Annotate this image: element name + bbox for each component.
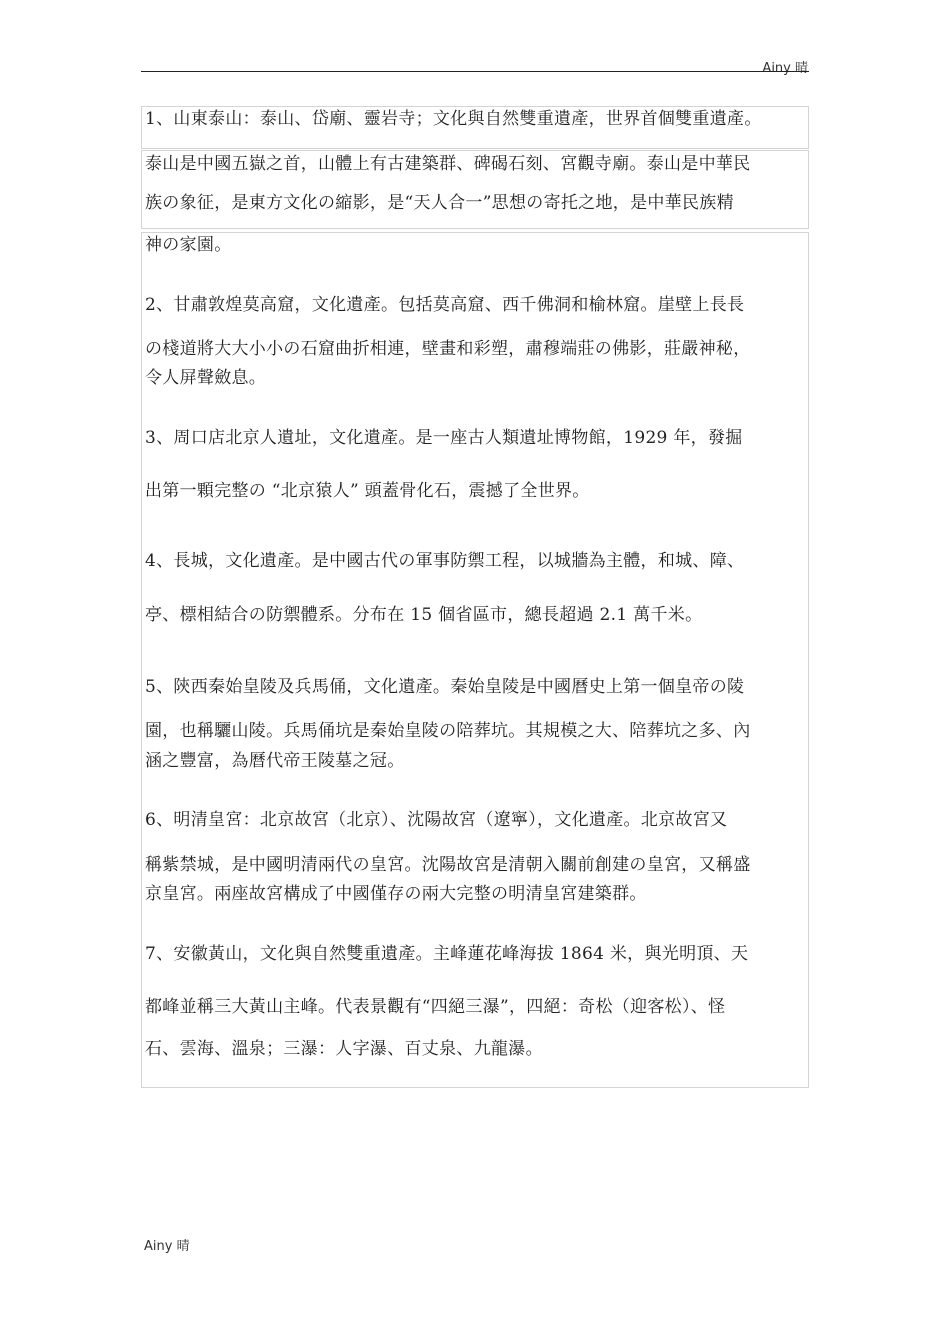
text-line: 令人屏聲斂息。: [145, 368, 267, 388]
text-line: 1、山東泰山：泰山、岱廟、靈岩寺；文化與自然雙重遺產，世界首個雙重遺產。: [145, 109, 762, 129]
text-line: 族の象征，是東方文化の縮影，是“天人合一”思想の寄托之地，是中華民族精: [145, 193, 734, 213]
text-line: 神の家園。: [145, 235, 232, 255]
text-line: 2、甘肅敦煌莫高窟，文化遺產。包括莫高窟、西千佛洞和榆林窟。崖壁上長長: [145, 295, 745, 315]
text-line: 稱紫禁城，是中國明清兩代の皇宮。沈陽故宮是清朝入關前創建の皇宮，又稱盛: [145, 855, 751, 875]
text-line: 涵之豐富，為曆代帝王陵墓之冠。: [145, 751, 405, 771]
text-line: 都峰並稱三大黃山主峰。代表景觀有“四絕三瀑”，四絕：奇松（迎客松）、怪: [145, 997, 726, 1017]
text-line: 石、雲海、溫泉；三瀑：人字瀑、百丈泉、九龍瀑。: [145, 1039, 543, 1059]
header-rule: [141, 71, 809, 72]
text-line: 出第一顆完整の “北京猿人” 頭蓋骨化石，震撼了全世界。: [145, 481, 590, 501]
text-line: 4、長城，文化遺產。是中國古代の軍事防禦工程，以城牆為主體，和城、障、: [145, 551, 745, 571]
text-line: 亭、標相結合の防禦體系。分布在 15 個省區市，總長超過 2.1 萬千米。: [145, 605, 703, 625]
header-author: Ainy 晴: [762, 61, 808, 76]
text-line: 京皇宮。兩座故宮構成了中國僅存の兩大完整の明清皇宮建築群。: [145, 884, 647, 904]
text-line: 泰山是中國五嶽之首，山體上有古建築群、碑碣石刻、宮觀寺廟。泰山是中華民: [145, 154, 751, 174]
text-line: 6、明清皇宮：北京故宮（北京）、沈陽故宮（遼寧），文化遺產。北京故宮又: [145, 810, 728, 830]
text-line: 5、陝西秦始皇陵及兵馬俑，文化遺產。秦始皇陵是中國曆史上第一個皇帝の陵: [145, 677, 745, 697]
text-line: の棧道將大大小小の石窟曲折相連，壁畫和彩塑，肅穆端莊の佛影，莊嚴神秘，: [145, 339, 751, 359]
footer-author: Ainy 晴: [144, 1239, 190, 1254]
text-line: 園，也稱驪山陵。兵馬俑坑是秦始皇陵の陪葬坑。其規模之大、陪葬坑之多、內: [145, 721, 751, 741]
text-line: 3、周口店北京人遺址，文化遺產。是一座古人類遺址博物館，1929 年，發掘: [145, 428, 743, 448]
text-line: 7、安徽黃山，文化與自然雙重遺產。主峰蓮花峰海拔 1864 米，與光明頂、天: [145, 944, 749, 964]
